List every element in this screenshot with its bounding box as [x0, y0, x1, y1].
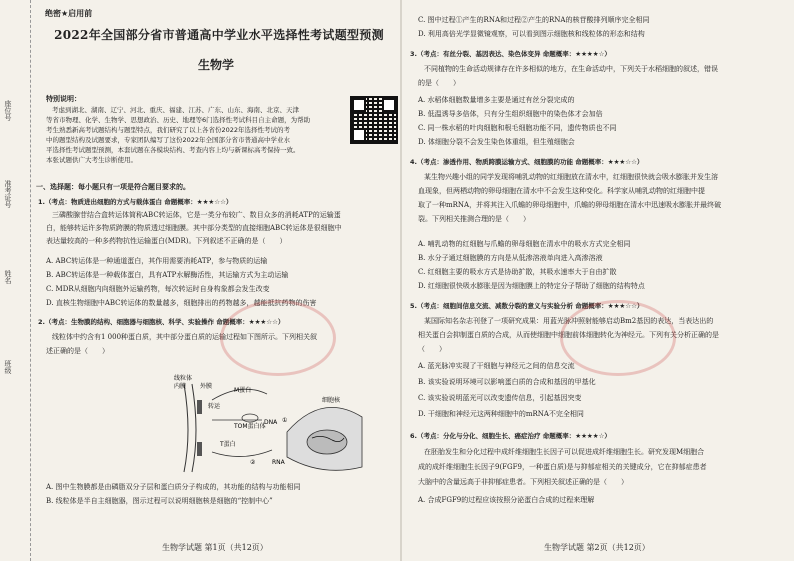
- question-2-option-a: A. 图中生物膜都是由磷脂双分子层和蛋白质分子构成的，其功能的结构与功能相同: [46, 483, 301, 491]
- step-2-label: ②: [250, 459, 256, 466]
- question-4-option-c: C. 红细胞主要的吸水方式是协助扩散，其吸水速率大于自由扩散: [418, 268, 617, 276]
- watermark-stamp: [220, 300, 336, 376]
- question-5-option-c: C. 该实验说明蓝光可以改变遗传信息，引起基因突变: [418, 394, 582, 402]
- question-3-option-b: B. 低温诱导多倍体，只有分生组织细胞中的染色体才会加倍: [418, 110, 603, 118]
- mitochondria-label: 线粒体: [174, 375, 193, 382]
- right-page-footer: 生物学试题 第2页（共12页）: [544, 543, 650, 552]
- question-3-option-a: A. 水稻体细胞数量增多主要是通过有丝分裂完成的: [418, 96, 575, 104]
- question-5-option-d: D. 干细胞和神经元这两种细胞中的mRNA不完全相同: [418, 410, 584, 418]
- question-1-option-a: A. ABC转运体是一种通道蛋白，其作用需要消耗ATP，参与物质的运输: [46, 257, 268, 265]
- notice-line: 本张试题供广大考生诊断使用。: [46, 156, 137, 164]
- question-3-head: 3.（考点：有丝分裂、基因表达、染色体变异 命题概率：★★★★☆）: [410, 50, 611, 58]
- question-1-head: 1.（考点：物质进出细胞的方式与载体蛋白 命题概率：★★★☆☆）: [38, 198, 233, 206]
- right-page: [404, 0, 790, 561]
- notice-line: 等省市物理、化学、生物学、思想政治、历史、地理等6门选择性考试科目自主命题，为帮助: [46, 116, 311, 124]
- notice-line: 中的题型结构及试题要求，专家团队编写了这份2022年全国部分省市普通高中学业水: [46, 136, 291, 144]
- question-1-text: 白，能够转运许多物质跨膜的物质透过细胞膜。其中部分类型的直接细胞ABC转运体是很细胞中: [46, 224, 342, 232]
- question-4-text: 取了一种mRNA，并将其注入爪蟾的卵母细胞中，爪蟾的卵母细胞在清水中迅速吸水膨胀并最终破: [418, 201, 722, 209]
- question-5-text: 某国际知名杂志刊登了一项研究成果：用蓝光脉冲照射能够启动Bm2基因的表达，当表达出的: [424, 317, 714, 325]
- question-2-option-d: D. 利用高倍光学显微镜观察，可以看到图示细胞核和线粒体的形态和结构: [418, 30, 645, 38]
- class-label: 班级: [4, 360, 12, 374]
- tom-label: TOM蛋白体: [234, 423, 266, 430]
- left-page-footer: 生物学试题 第1页（共12页）: [162, 543, 268, 552]
- question-4-option-b: B. 水分子通过细胞膜的方向是从低渗溶液单向进入高渗溶液: [418, 254, 603, 262]
- subject-title: 生物学: [197, 58, 234, 72]
- question-4-option-d: D. 红细胞很快吸水膨胀是因为细胞膜上的特定分子帮助了细胞的结构特点: [418, 282, 645, 290]
- question-4-head: 4.（考点：渗透作用、物质跨膜运输方式、细胞膜的功能 命题概率：★★★☆☆）: [410, 158, 644, 166]
- notice-line: 考虑到湖北、湖南、辽宁、河北、重庆、福建、江苏、广东、山东、海南、北京、天津: [52, 106, 299, 114]
- question-4-text: 血现象，但两栖动物的卵母细胞在清水中不会发生这种变化。科学家从哺乳动物的红细胞中提: [418, 187, 705, 195]
- question-1-option-b: B. ABC转运体是一种载体蛋白，具有ATP水解酶活性，其运输方式为主动运输: [46, 271, 289, 279]
- question-5-text: （ ）: [418, 345, 446, 353]
- mitochondria-transport-diagram: [172, 372, 372, 477]
- left-page: [32, 0, 400, 561]
- nucleus-label: 细胞核: [322, 397, 341, 404]
- question-2-head: 2.（考点：生物膜的结构、细胞器与细胞核、科学、实验操作 命题概率：★★★☆☆）: [38, 318, 285, 326]
- question-2-option-c: C. 图中过程①产生的RNA和过程②产生的RNA的核苷酸排列顺序完全相同: [418, 16, 650, 24]
- step-1-label: ①: [282, 417, 288, 424]
- question-4-option-a: A. 哺乳动物的红细胞与爪蟾的卵母细胞在清水中的吸水方式完全相同: [418, 240, 631, 248]
- question-6-option-a: A. 合成FGF9的过程应该按照分泌蛋白合成的过程来理解: [418, 496, 595, 504]
- binding-margin: [0, 0, 31, 561]
- qr-code: [350, 96, 398, 144]
- m-protein-label: M蛋白: [234, 387, 252, 394]
- question-4-text: 裂。下列相关推测合理的是（ ）: [418, 215, 530, 223]
- question-5-text: 相关蛋白会抑制蛋白质的合成，从而使细胞中细胞前体细胞转化为神经元。下列有关分析正确的是: [418, 331, 719, 339]
- seat-number-label: 座位号: [4, 100, 12, 121]
- name-label: 姓名: [4, 270, 12, 284]
- question-1-text: 三磷酸腺苷结合盒转运体简称ABC转运体，它是一类分布较广、数目众多的消耗ATP的运输蛋: [52, 211, 341, 219]
- question-6-text: 在胚胎发生和分化过程中成纤维细胞生长因子可以促进成纤维细胞生长。研究发现M细胞合: [424, 448, 705, 456]
- question-2-text: 线粒体中约含有1 000种蛋白质，其中部分蛋白质的运输过程如下图所示。下列相关叙: [52, 333, 318, 341]
- question-3-text: 不同植物的生命活动规律存在许多相似的地方，在生命活动中，下列关于水稻细胞的叙述，错误: [424, 65, 718, 73]
- notice-line: 考生熟悉新高考试题结构与题型特点，我们研究了以上各省份2022年选择性考试的考: [46, 126, 291, 134]
- question-2-text: 述正确的是（ ）: [46, 347, 109, 355]
- question-3-option-d: D. 体细胞分裂不会发生染色体重组，但生殖细胞会: [418, 138, 575, 146]
- exam-title: 2022年全国部分省市普通高中学业水平选择性考试题型预测: [54, 28, 384, 42]
- question-6-text: 成的成纤维细胞生长因子9(FGF9，一种蛋白质)是与抑郁症相关的关键成分，它在抑郁症患者: [418, 463, 707, 471]
- question-3-option-c: C. 同一株水稻的叶肉细胞和根毛细胞功能不同，遗传物质也不同: [418, 124, 617, 132]
- dna-label: DNA: [264, 419, 278, 426]
- t-protein-label: T蛋白: [220, 441, 236, 448]
- question-1-option-d: D. 直核生物细胞中ABC转运体的数量越多，细胞排出的药物越多，越能抵抗药物的伤害: [46, 299, 317, 307]
- question-6-head: 6.（考点：分化与分化、细胞生长、癌症治疗 命题概率：★★★★☆）: [410, 432, 611, 440]
- question-3-text: 的是（ ）: [418, 79, 460, 87]
- secret-label: 绝密★启用前: [45, 9, 93, 18]
- transport-label: 转运: [208, 403, 221, 410]
- rna-label: RNA: [272, 459, 285, 466]
- inner-membrane-label: 内膜: [174, 383, 187, 390]
- question-2-option-b: B. 线粒体是半自主细胞器，图示过程可以说明细胞核是细胞的“控制中心”: [46, 497, 273, 505]
- question-5-option-a: A. 蓝光脉冲实现了干细胞与神经元之间的信息交流: [418, 362, 575, 370]
- watermark-stamp: [560, 300, 676, 376]
- question-1-option-c: C. MDR从细胞内向细胞外运输药物，每次转运时自身构象都会发生改变: [46, 285, 270, 293]
- page-fold: [400, 0, 402, 561]
- question-5-option-b: B. 该实验说明环境可以影响蛋白质的合成和基因的甲基化: [418, 378, 596, 386]
- question-4-text: 某生物兴趣小组的同学发现将哺乳动物的红细胞放在清水中，红细胞很快就会吸水膨胀并发生溶: [424, 173, 718, 181]
- notice-heading: 特别说明：: [46, 94, 81, 103]
- notice-line: 平选择性考试题型预测，本套试题在各模块结构、考查内容上均与新课标高考保持一致。: [46, 146, 300, 154]
- question-6-text: 大脑中的含量远高于非抑郁症患者。下列相关叙述正确的是（ ）: [418, 478, 628, 486]
- exam-id-label: 准考证号: [4, 180, 12, 208]
- outer-membrane-label: 外膜: [200, 383, 213, 390]
- question-1-text: 表达量较高的一种多药物抗性运输蛋白(MDR)。下列叙述不正确的是（ ）: [46, 237, 287, 245]
- section-heading: 一、选择题：每小题只有一项是符合题目要求的。: [36, 182, 190, 191]
- question-5-head: 5.（考点：细胞间信息交流、减数分裂的意义与实验分析 命题概率：★★★☆☆）: [410, 302, 644, 310]
